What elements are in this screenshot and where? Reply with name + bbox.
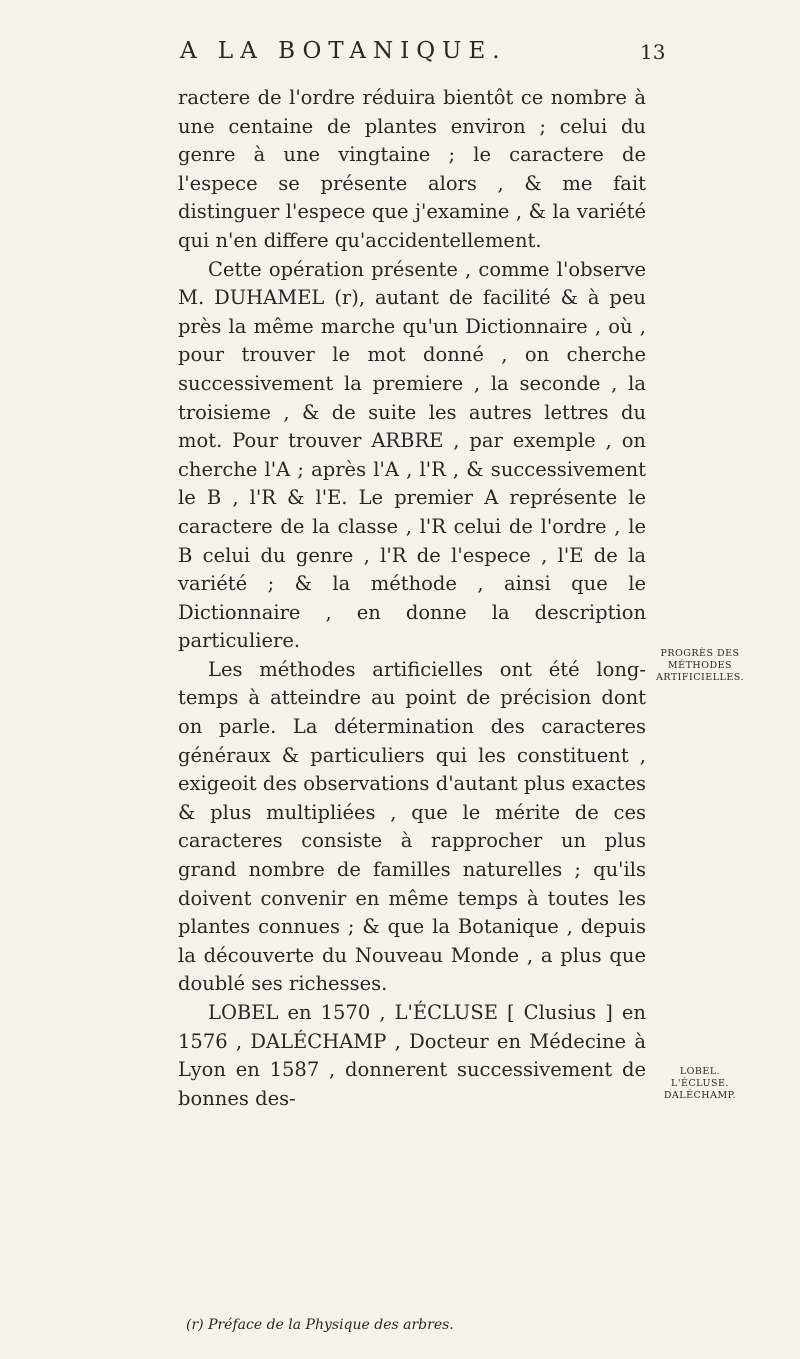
margin-note-authors: LOBEL. L'ÉCLUSE. DALÉCHAMP. (663, 1066, 737, 1101)
paragraph-2: Cette opération présente , comme l'observe M. DUHAMEL (r), autant de facilité & à peu près la même marche qu'un Dictionnaire , où , pour trouver le mot donné , on cherche successivement la premiere , la seconde , la troisieme , & de suite les autres lettres du mot. Pour trouver ARBRE , par exemple , on cherche l'A ; après l'A , l'R , & successivement le B , l'R & l'E. Le premier A représente le caractere de la classe , l'R celui de l'ordre , le B celui du genre , l'R de l'espece , l'E de la variété ; & la méthode , ainsi que le Dictionnaire , en donne la description particuliere. (178, 257, 646, 653)
paragraph-4: LOBEL en 1570 , L'ÉCLUSE [ Clusius ] en 1576 , DALÉCHAMP , Docteur en Médecine à Lyon en 1587 , donnerent successivement de bonnes des- (178, 1001, 646, 1110)
body-text (178, 84, 646, 1113)
running-title: A LA BOTANIQUE. (180, 38, 507, 64)
paragraph-3: Les méthodes artificielles ont été long-temps à atteindre au point de précision dont on parle. La détermination des caracteres généraux & particuliers qui les constituent , exigeoit des observations d'autant plus exactes & plus multipliées , que le mérite de ces caracteres consiste à rapprocher un plus grand nombre de familles naturelles ; qu'ils doivent convenir en même temps à toutes les plantes connues ; & que la Botanique , depuis la découverte du Nouveau Monde , a plus que doublé ses richesses. (178, 657, 646, 996)
paragraph-1: ractere de l'ordre réduira bientôt ce nombre à une centaine de plantes environ ; celui du genre à une vingtaine ; le caractere de l'espece se présente alors , & me fait distinguer l'espece que j'examine , & la variété qui n'en differe qu'accidentellement. (178, 86, 646, 252)
footnote: (r) Préface de la Physique des arbres. (186, 1317, 454, 1333)
page-number: 13 (640, 40, 666, 64)
margin-note-progress: PROGRÈS DES MÉTHODES ARTIFICIELLES. (656, 648, 744, 683)
